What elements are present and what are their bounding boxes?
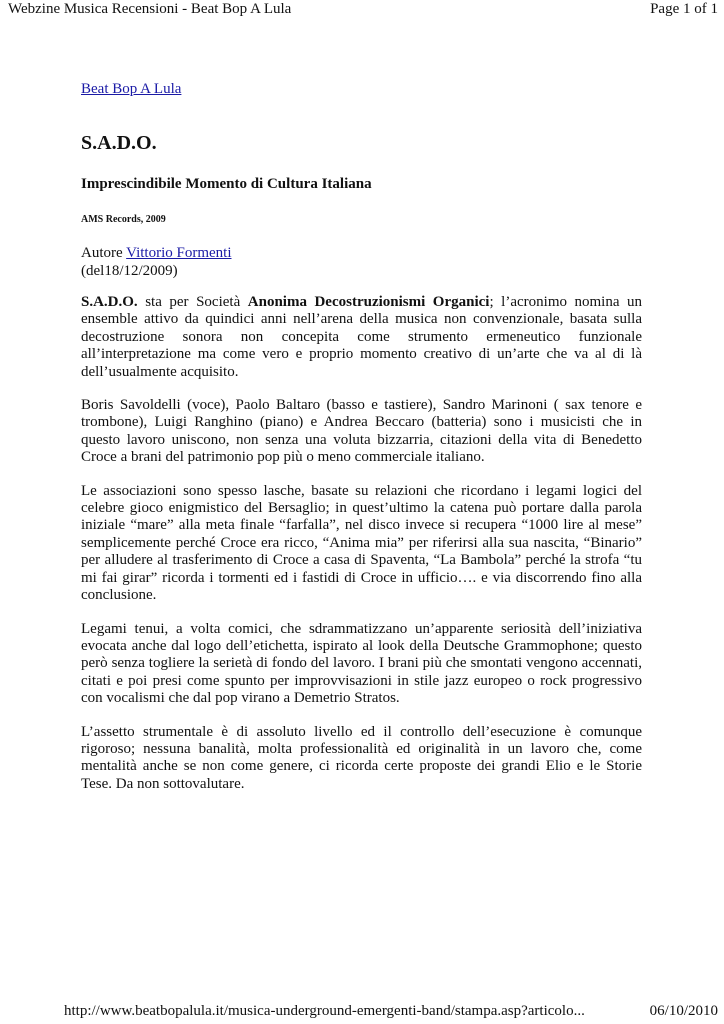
article <box>81 80 642 793</box>
paragraph-1: S.A.D.O. sta per Società Anonima Decostruzionismi Organici; l’acronimo nomina un ensemble attivo da quindici anni nell’arena della musica non convenzionale, basata sulla decostruzione sonora non concepita come strumento ermeneutico funzionale all’interpretazione ma come vero e proprio momento creativo di un’arte che va al di là dell’usualmente acquisito. <box>81 294 643 380</box>
author-block <box>81 244 642 280</box>
paragraph-4: Legami tenui, a volta comici, che sdrammatizzano un’apparente seriosità dell’iniziativa evocata anche dal logo dell’etichetta, ispirato al look della Deutsche Grammophone; questo però senza togliere la serietà di fondo del lavoro. I brani più che smontati vengono accennati, citati e poi presi come spunto per improvvisazioni in stile jazz europeo o rock progressivo con vocalismi che dal pop virano a Demetrio Stratos. <box>81 620 642 707</box>
band-full-name: Anonima Decostruzionismi Organici <box>247 294 490 310</box>
print-footer-date: 06/10/2010 <box>649 1003 718 1019</box>
site-link[interactable]: Beat Bop A Lula <box>81 81 182 97</box>
author-prefix: Autore <box>81 245 127 261</box>
author-link[interactable]: Vittorio Formenti <box>126 245 232 261</box>
print-header-title: Webzine Musica Recensioni - Beat Bop A Lula <box>8 1 292 17</box>
review-date: (del18/12/2009) <box>81 263 178 279</box>
record-label: AMS Records, 2009 <box>81 214 166 225</box>
paragraph-2: Boris Savoldelli (voce), Paolo Baltaro (basso e tastiere), Sandro Marinoni ( sax tenore e trombone), Luigi Ranghino (piano) e Andrea Beccaro (batteria) sono i musicisti che in questo lavoro uniscono, non senza una voluta bizzarria, citazioni della vita di Benedetto Croce a brani del patrimonio pop più o meno commerciale italiano. <box>81 397 642 466</box>
paragraph-3: Le associazioni sono spesso lasche, basate su relazioni che ricordano i legami logici del celebre gioco enigmistico del Bersaglio; in quest’ultimo la catena può portare dalla parola iniziale “mare” alla meta finale “farfalla”, nel disco invece si recupera “1000 lire al mese” semplicemente perché Croce era ricco, “Anima mia” per riferirsi alla sua nascita, “Binario” per alludere al trasferimento di Croce a casa di Spaventa, “La Bambola” perché la strofa “tu mi fai girar” ricorda i tormenti ed i fastidi di Croce in ufficio…. e via discorrendo fino alla conclusione. <box>81 482 642 604</box>
album-title: Imprescindibile Momento di Cultura Italiana <box>81 176 372 192</box>
band-acronym: S.A.D.O. <box>81 294 138 310</box>
print-footer-url: http://www.beatbopalula.it/musica-underground-emergenti-band/stampa.asp?articolo... <box>64 1003 585 1019</box>
paragraph-5: L’assetto strumentale è di assoluto livello ed il controllo dell’esecuzione è comunque rigoroso; nessuna banalità, molta professionalità ed originalità in un lavoro che, come mentalità anche se non come genere, ci ricorda certe proposte dei grandi Elio e le Storie Tese. Da non sottovalutare. <box>81 723 642 792</box>
print-header-page-number: Page 1 of 1 <box>650 1 718 17</box>
article-title: S.A.D.O. <box>81 132 157 154</box>
